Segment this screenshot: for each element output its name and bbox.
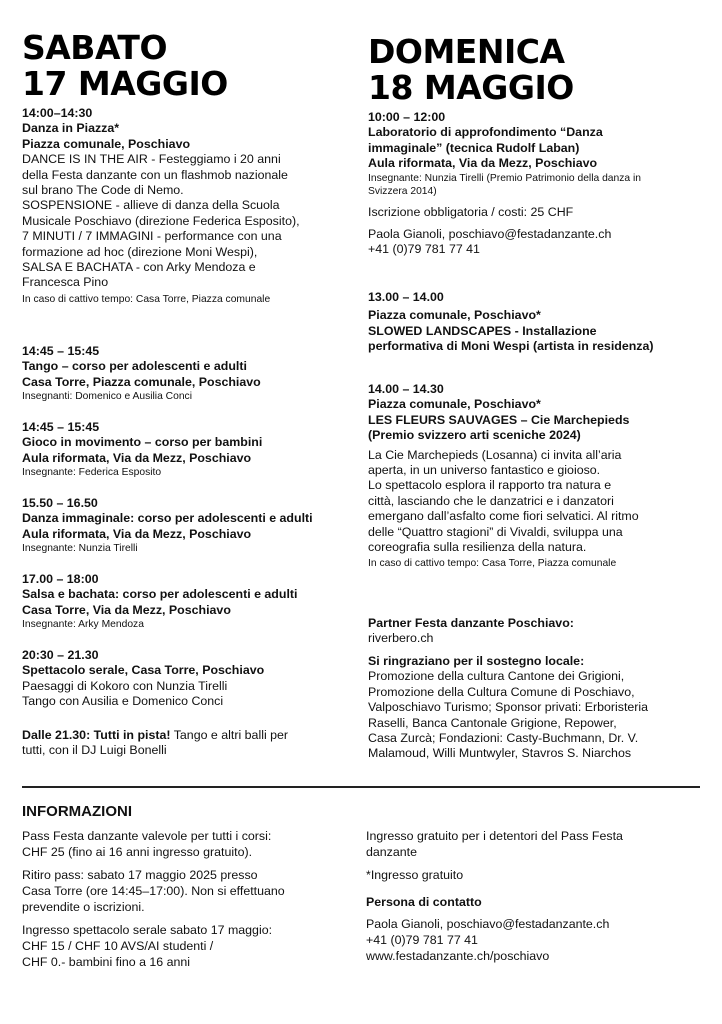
partner-title: Partner Festa danzante Poschiavo: xyxy=(368,616,574,630)
sunday-date: 18 MAGGIO xyxy=(368,68,574,107)
info-line: CHF 15 / CHF 10 AVS/AI studenti / xyxy=(22,939,214,953)
contact-website[interactable]: www.festadanzante.ch/poschiavo xyxy=(366,949,550,963)
event-desc-line: Tango con Ausilia e Domenico Conci xyxy=(22,694,224,709)
contact-line: Paola Gianoli, poschiavo@festadanzante.ch xyxy=(366,917,610,931)
event-time: 14:00–14:30 xyxy=(22,106,93,120)
info-line: Ingresso gratuito per i detentori del Pass Festa xyxy=(366,829,623,843)
event-title: Gioco in movimento – corso per bambini xyxy=(22,435,263,450)
thanks-line: Raselli, Banca Cantonale Grigione, Repower, xyxy=(368,715,617,730)
event-desc-line: emergano dall’asfalto come fiori selvatici. Al ritmo xyxy=(368,509,639,524)
event-title: Salsa e bachata: corso per adolescenti e adulti xyxy=(22,587,298,602)
event-desc-line: coreografia sulla resilienza della natura. xyxy=(368,540,587,555)
info-line: Pass Festa danzante valevole per tutti i corsi: xyxy=(22,829,272,843)
event-place: Aula riformata, Via da Mezz, Poschiavo xyxy=(22,526,252,541)
event-title: immaginale” (tecnica Rudolf Laban) xyxy=(368,140,580,155)
thanks-line: Valposchiavo Turismo; Sponsor privati: Erboristeria xyxy=(368,700,649,715)
event-laboratorio xyxy=(368,110,641,258)
final-rest: Tango e altri balli per xyxy=(170,728,289,742)
event-slowed-landscapes xyxy=(368,290,654,355)
section-divider xyxy=(22,786,700,788)
event-place: Casa Torre, Via da Mezz, Poschiavo xyxy=(22,602,231,617)
info-line: Ritiro pass: sabato 17 maggio 2025 presso xyxy=(22,868,258,882)
final-line: tutti, con il DJ Luigi Bonelli xyxy=(22,743,167,758)
thanks-line: Malamoud, Willi Muntwyler, Stavros S. Niarchos xyxy=(368,746,632,761)
event-desc-line: Francesca Pino xyxy=(22,275,109,290)
event-desc-line: SALSA E BACHATA - con Arky Mendoza e xyxy=(22,260,256,275)
info-line: CHF 25 (fino ai 16 anni ingresso gratuito). xyxy=(22,845,253,859)
event-place: Aula riformata, Via da Mezz, Poschiavo xyxy=(368,156,598,171)
event-place: Piazza comunale, Poschiavo* xyxy=(368,397,541,412)
event-desc-line: formazione ad hoc (direzione Moni Wespi), xyxy=(22,244,258,259)
event-desc-line: Lo spettacolo esplora il rapporto tra natura e xyxy=(368,478,612,493)
info-line: danzante xyxy=(366,845,417,859)
event-title: SLOWED LANDSCAPES - Installazione xyxy=(368,323,597,338)
event-desc-line: delle “Quattro stagioni” di Vivaldi, sviluppa una xyxy=(368,524,623,539)
partner-block xyxy=(368,616,574,647)
saturday-day: SABATO xyxy=(22,28,168,67)
event-note: Insegnanti: Domenico e Ausilia Conci xyxy=(22,391,192,403)
info-line: *Ingresso gratuito xyxy=(366,868,464,882)
event-time: 20:30 – 21.30 xyxy=(22,648,99,662)
event-time: 10:00 – 12:00 xyxy=(368,110,446,124)
event-desc-line: Paesaggi di Kokoro con Nunzia Tirelli xyxy=(22,678,228,693)
contact-line: +41 (0)79 781 77 41 xyxy=(366,933,478,947)
event-desc-line: 7 MINUTI / 7 IMMAGINI - performance con una xyxy=(22,229,282,244)
info-line: Ingresso spettacolo serale sabato 17 maggio: xyxy=(22,923,273,937)
event-danza-in-piazza xyxy=(22,106,300,306)
final-bold: Dalle 21.30: Tutti in pista! xyxy=(22,728,171,742)
event-note: In caso di cattivo tempo: Casa Torre, Piazza comunale xyxy=(368,558,617,570)
contact-title: Persona di contatto xyxy=(366,895,482,909)
event-contact: Paola Gianoli, poschiavo@festadanzante.ch xyxy=(368,227,612,242)
info-heading: INFORMAZIONI xyxy=(22,803,132,820)
thanks-block xyxy=(368,654,648,762)
event-note: Insegnante: Federica Esposito xyxy=(22,467,162,479)
event-title: (Premio svizzero arti sceniche 2024) xyxy=(368,428,581,443)
event-time: 14.00 – 14.30 xyxy=(368,382,444,396)
event-desc-line: aperta, in un universo fantastico e gioioso. xyxy=(368,463,601,478)
info-left xyxy=(22,828,285,970)
partner-site[interactable]: riverbero.ch xyxy=(368,631,434,646)
event-desc-line: Musicale Poschiavo (direzione Federica Esposito), xyxy=(22,213,300,228)
event-title: Spettacolo serale, Casa Torre, Poschiavo xyxy=(22,663,265,678)
event-time: 14:45 – 15:45 xyxy=(22,420,100,434)
event-tutti-in-pista xyxy=(22,728,288,759)
thanks-line: Casa Zurcà; Fondazioni: Casty-Buchmann, Dr. V. xyxy=(368,731,639,746)
event-title: Danza in Piazza* xyxy=(22,121,120,136)
event-desc-line: della Festa danzante con un flashmob nazionale xyxy=(22,167,288,182)
event-place: Casa Torre, Piazza comunale, Poschiavo xyxy=(22,374,261,389)
sunday-heading xyxy=(368,34,574,106)
event-note: Insegnante: Arky Mendoza xyxy=(22,619,144,631)
thanks-line: Promozione della cultura Cantone dei Grigioni, xyxy=(368,669,625,684)
event-danza-immaginale xyxy=(22,496,313,555)
saturday-date: 17 MAGGIO xyxy=(22,64,228,103)
saturday-heading xyxy=(22,30,228,102)
event-time: 14:45 – 15:45 xyxy=(22,344,100,358)
event-time: 15.50 – 16.50 xyxy=(22,496,98,510)
event-title: Laboratorio di approfondimento “Danza xyxy=(368,125,603,140)
event-note: Insegnante: Nunzia Tirelli xyxy=(22,543,138,555)
event-registration: Iscrizione obbligatoria / costi: 25 CHF xyxy=(368,204,574,219)
event-place: Aula riformata, Via da Mezz, Poschiavo xyxy=(22,450,252,465)
event-phone: +41 (0)79 781 77 41 xyxy=(368,242,480,257)
event-place: Piazza comunale, Poschiavo xyxy=(22,136,191,151)
event-gioco xyxy=(22,420,262,479)
thanks-title: Si ringraziano per il sostegno locale: xyxy=(368,654,585,668)
event-note: In caso di cattivo tempo: Casa Torre, Piazza comunale xyxy=(22,293,271,305)
event-tango xyxy=(22,344,261,403)
event-desc-line: SOSPENSIONE - allieve di danza della Scuola xyxy=(22,198,280,213)
event-spettacolo xyxy=(22,648,264,710)
event-title: LES FLEURS SAUVAGES – Cie Marchepieds xyxy=(368,412,630,427)
event-salsa xyxy=(22,572,297,631)
event-time: 13.00 – 14.00 xyxy=(368,290,444,304)
event-title: performativa di Moni Wespi (artista in residenza) xyxy=(368,339,654,354)
event-title: Tango – corso per adolescenti e adulti xyxy=(22,359,247,374)
event-note: Insegnante: Nunzia Tirelli (Premio Patrimonio della danza in xyxy=(368,172,642,184)
event-note: Svizzera 2014) xyxy=(368,185,437,197)
event-desc-line: DANCE IS IN THE AIR - Festeggiamo i 20 anni xyxy=(22,152,281,167)
thanks-line: Promozione della Cultura Comune di Poschiavo, xyxy=(368,684,635,699)
info-line: Casa Torre (ore 14:45–17:00). Non si effettuano xyxy=(22,884,285,898)
event-desc-line: sul brano The Code di Nemo. xyxy=(22,183,184,198)
event-desc-line: città, lasciando che le danzatrici e i danzatori xyxy=(368,493,614,508)
info-right xyxy=(366,828,623,964)
info-line: prevendite o iscrizioni. xyxy=(22,900,145,914)
event-time: 17.00 – 18:00 xyxy=(22,572,99,586)
event-fleurs-sauvages xyxy=(368,382,639,570)
sunday-day: DOMENICA xyxy=(368,32,565,71)
info-line: CHF 0.- bambini fino a 16 anni xyxy=(22,955,191,969)
event-place: Piazza comunale, Poschiavo* xyxy=(368,308,541,323)
event-desc-line: La Cie Marchepieds (Losanna) ci invita all’aria xyxy=(368,447,622,462)
event-title: Danza immaginale: corso per adolescenti e adulti xyxy=(22,511,313,526)
